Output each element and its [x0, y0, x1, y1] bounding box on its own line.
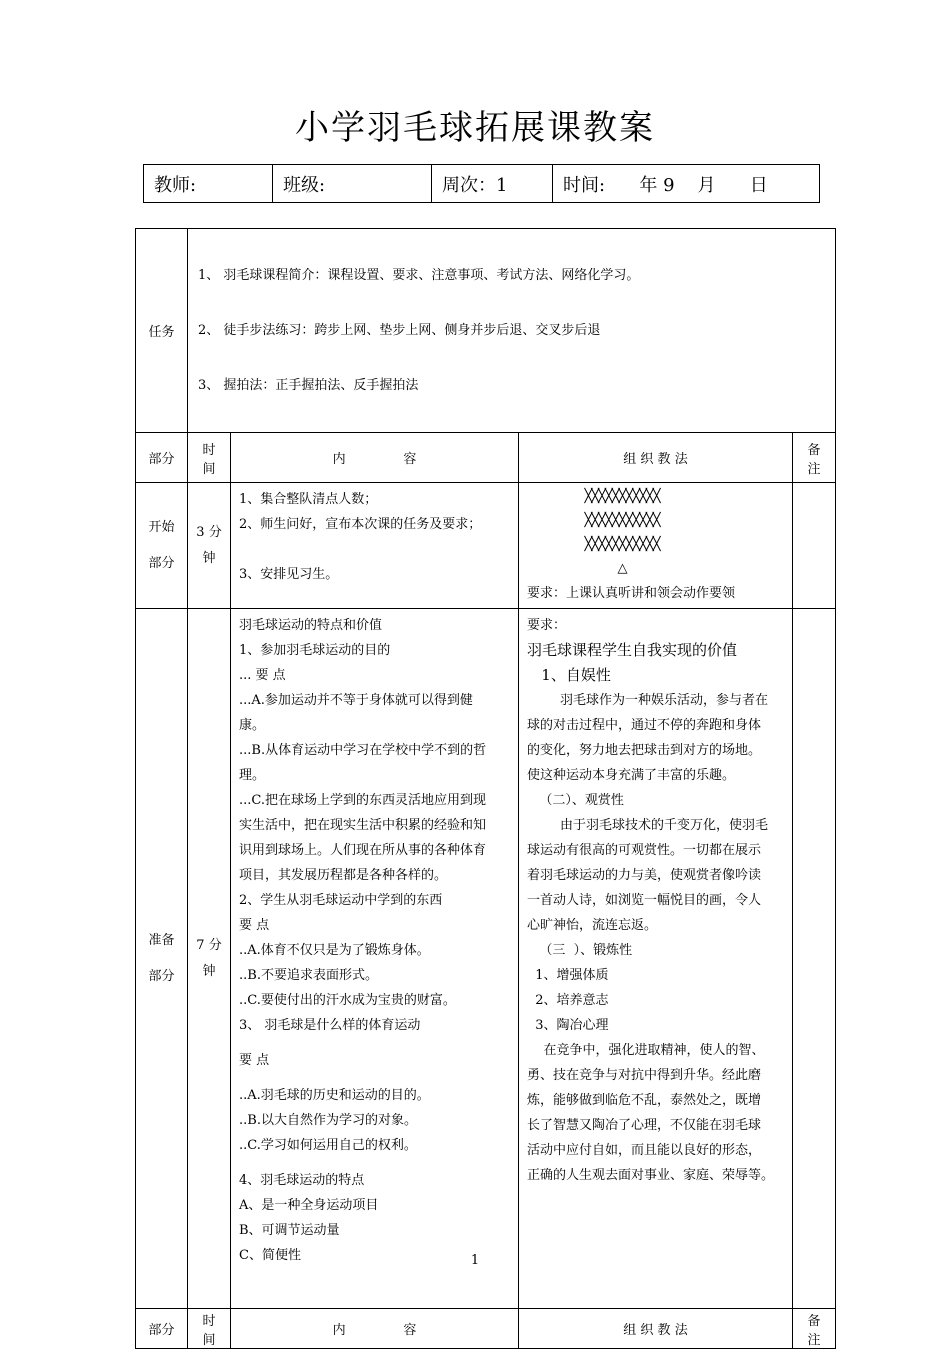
footer-method: 组 织 教 法 [519, 1309, 793, 1349]
prep-method-line: 羽毛球课程学生自我实现的价值 [527, 641, 738, 659]
header-note-b: 注 [807, 461, 821, 477]
task-item: 3、 握拍法：正手握拍法、反手握拍法 [198, 378, 419, 393]
formation-row: ╳╳╳╳╳╳╳╳╳╳╳ [584, 537, 660, 552]
prep-method-line: 由于羽毛球技术的千变万化，使羽毛 [527, 818, 769, 833]
prep-content-line: 康。 [239, 718, 266, 733]
prep-time-a: 7 分 [196, 937, 222, 953]
info-table [143, 164, 820, 203]
prep-content-line: ..C.要使付出的汗水成为宝贵的财富。 [239, 993, 456, 1008]
prep-time-b: 钟 [202, 963, 216, 979]
prep-method-line: 的变化，努力地去把球击到对方的场地。 [527, 743, 762, 758]
prep-time [188, 609, 231, 1309]
time-cell: 时间: 年 9 月 日 [553, 165, 820, 203]
prep-content-line: 羽毛球运动的特点和价值 [239, 618, 383, 633]
header-row [136, 433, 836, 483]
prep-part [136, 609, 188, 1309]
prep-method-line: 要求： [527, 618, 567, 633]
task-list [188, 229, 836, 433]
footer-time [188, 1309, 231, 1349]
prep-content-line: 要 点 [239, 1053, 270, 1068]
header-note-a: 备 [807, 442, 821, 458]
header-time [188, 433, 231, 483]
start-line [239, 537, 510, 562]
prep-content-line: ..B.以大自然作为学习的对象。 [239, 1113, 417, 1128]
footer-note-b: 注 [807, 1332, 821, 1348]
header-note [793, 433, 836, 483]
prep-content-line: 识用到球场上。人们现在所从事的各种体育 [239, 843, 487, 858]
start-content [231, 483, 519, 609]
prep-method-line: 炼，能够做到临危不乱，泰然处之，既增 [527, 1093, 762, 1108]
prep-method-line: 使这种运动本身充满了丰富的乐趣。 [527, 768, 736, 783]
header-method: 组 织 教 法 [519, 433, 793, 483]
footer-time-a: 时 [202, 1313, 216, 1329]
prep-content-line: 4、羽毛球运动的特点 [239, 1173, 365, 1188]
prep-method-line: 一首动人诗，如浏览一幅悦目的画，令人 [527, 893, 762, 908]
page-title: 小学羽毛球拓展课教案 [295, 108, 655, 148]
prep-method-line: 心旷神怡，流连忘返。 [527, 918, 658, 933]
prep-content-line: 实生活中，把在现实生活中积累的经验和知 [239, 818, 487, 833]
header-part: 部分 [136, 433, 188, 483]
prep-content-line: C、简便性 [239, 1248, 301, 1263]
lesson-table [135, 228, 836, 1349]
prep-content-line: ...B.从体育运动中学习在学校中学不到的哲 [239, 743, 487, 758]
week-cell: 周次：1 [432, 165, 553, 203]
prep-content-line [239, 1073, 510, 1083]
prep-content-line: ..C.学习如何运用自己的权利。 [239, 1138, 417, 1153]
footer-note [793, 1309, 836, 1349]
header-time-b: 间 [202, 461, 216, 477]
prep-content-line: 要 点 [239, 918, 270, 933]
prep-method-line: 1、自娱性 [527, 666, 611, 684]
prep-content-line: ...A.参加运动并不等于身体就可以得到健 [239, 693, 473, 708]
start-method [519, 483, 793, 609]
task-item: 1、 羽毛球课程简介：课程设置、要求、注意事项、考试方法、网络化学习。 [198, 268, 640, 283]
prep-method-line: （二）、观赏性 [527, 793, 624, 808]
prep-method-line: 活动中应付自如，而且能以良好的形态， [527, 1143, 762, 1158]
prep-content-line: 1、参加羽毛球运动的目的 [239, 643, 391, 658]
prep-method-line: 2、培养意志 [527, 993, 609, 1008]
teacher-triangle-icon: △ [617, 561, 627, 576]
start-requirement: 要求：上课认真听讲和领会动作要领 [527, 586, 736, 601]
start-part-b: 部分 [148, 555, 175, 571]
formation-row: ╳╳╳╳╳╳╳╳╳╳╳ [584, 513, 660, 528]
footer-content: 内 容 [231, 1309, 519, 1349]
prep-content [231, 609, 519, 1309]
teacher-cell: 教师: [144, 165, 273, 203]
start-line: 3、安排见习生。 [239, 567, 339, 582]
prep-method-line: 勇、技在竞争与对抗中得到升华。经此磨 [527, 1068, 762, 1083]
start-line: 2、师生问好，宣布本次课的任务及要求； [239, 517, 482, 532]
prep-content-line: B、可调节运动量 [239, 1223, 340, 1238]
prep-content-line: ..A.羽毛球的历史和运动的目的。 [239, 1088, 430, 1103]
prep-content-line: ...C.把在球场上学到的东西灵活地应用到现 [239, 793, 487, 808]
formation-row: ╳╳╳╳╳╳╳╳╳╳╳ [584, 489, 660, 504]
footer-time-b: 间 [202, 1332, 216, 1348]
prep-content-line: 3、 羽毛球是什么样的体育运动 [239, 1018, 421, 1033]
start-row [136, 483, 836, 609]
footer-part: 部分 [136, 1309, 188, 1349]
prep-part-a: 准备 [148, 932, 175, 948]
start-part-a: 开始 [148, 519, 175, 535]
task-item: 2、 徒手步法练习：跨步上网、垫步上网、侧身并步后退、交叉步后退 [198, 323, 601, 338]
prep-content-line: A、是一种全身运动项目 [239, 1198, 379, 1213]
prep-content-line: 项目，其发展历程都是各种各样的。 [239, 868, 448, 883]
prep-note [793, 609, 836, 1309]
header-time-a: 时 [202, 442, 216, 458]
prep-content-line [239, 1038, 510, 1048]
page-number: 1 [470, 1253, 480, 1268]
prep-method-line: 长了智慧又陶冶了心理，不仅能在羽毛球 [527, 1118, 762, 1133]
prep-method-line: 在竞争中，强化进取精神，使人的智、 [527, 1043, 765, 1058]
prep-method-line: 球运动有很高的可观赏性。一切都在展示 [527, 843, 762, 858]
prep-part-b: 部分 [148, 968, 175, 984]
prep-content-line: ... 要 点 [239, 668, 286, 683]
start-time-b: 钟 [202, 550, 216, 566]
prep-method-line: 球的对击过程中，通过不停的奔跑和身体 [527, 718, 762, 733]
start-time-a: 3 分 [196, 524, 222, 540]
prep-method-line: 着羽毛球运动的力与美，使观赏者像吟读 [527, 868, 762, 883]
prep-method-line: 正确的人生观去面对事业、家庭、荣辱等。 [527, 1168, 775, 1183]
prep-method-line: 羽毛球作为一种娱乐活动，参与者在 [527, 693, 769, 708]
start-part [136, 483, 188, 609]
header-content: 内 容 [231, 433, 519, 483]
prep-content-line: ..B.不要追求表面形式。 [239, 968, 378, 983]
prep-method-line: （三 ）、锻炼性 [527, 943, 633, 958]
prep-row [136, 609, 836, 1309]
start-line: 1、集合整队清点人数； [239, 492, 378, 507]
task-label: 任务 [136, 229, 188, 433]
formation-diagram [527, 485, 717, 581]
prep-method-line: 1、增强体质 [527, 968, 609, 983]
prep-content-line [239, 1158, 510, 1168]
prep-method [519, 609, 793, 1309]
prep-content-line: 理。 [239, 768, 266, 783]
start-note [793, 483, 836, 609]
start-time [188, 483, 231, 609]
prep-method-line: 3、陶冶心理 [527, 1018, 609, 1033]
footer-header-row [136, 1309, 836, 1349]
prep-content-line: 2、学生从羽毛球运动中学到的东西 [239, 893, 443, 908]
prep-content-line: ..A.体育不仅只是为了锻炼身体。 [239, 943, 430, 958]
class-cell: 班级: [273, 165, 432, 203]
footer-note-a: 备 [807, 1313, 821, 1329]
